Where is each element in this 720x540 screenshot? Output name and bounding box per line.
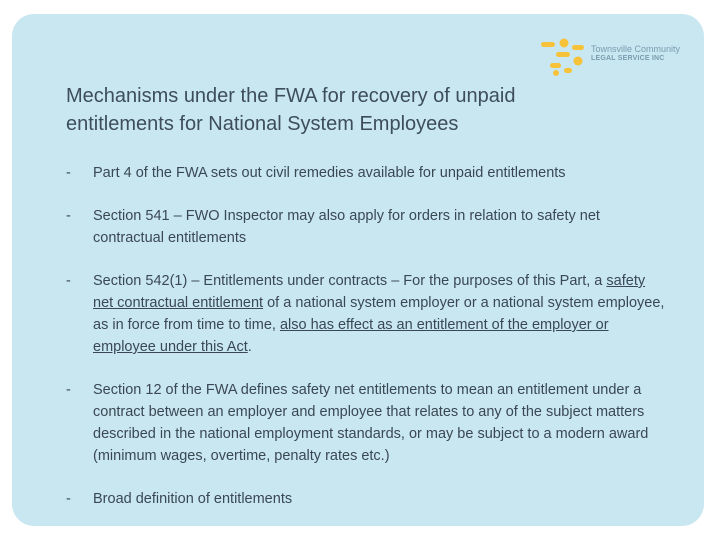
slide-panel [12,14,704,526]
slide-title: Mechanisms under the FWA for recovery of unpaid entitlements for National System Employees [66,85,516,135]
item-text: Part 4 of the FWA sets out civil remedies available for unpaid entitlements [93,165,566,181]
item-text: of a national system employer or a national system employee, as in force from time to time, [93,295,665,333]
bullet-dash: - [66,208,71,224]
logo-text-line1: Townsville Community [591,44,681,54]
list-item [66,379,666,467]
item-text: Section 542(1) – Entitlements under contracts – For the purposes of this Part, a [93,273,607,289]
bullet-list [66,162,666,510]
list-item [66,270,666,358]
item-text: . [247,339,252,355]
underlined-phrase: also has effect as an entitlement of the employer or employee under this Act [93,317,609,355]
item-text: Section 12 of the FWA defines safety net entitlements to mean an entitlement under a contract between an employer and employee that relates to any of the subject matters described in the national employment standards, or may be subject to a modern award (minimum wages, overtime, penalty rates etc.) [93,382,649,464]
bullet-dash: - [66,165,71,181]
logo-text-line2: LEGAL SERVICE INC [591,55,665,62]
item-text: Broad definition of entitlements [93,491,293,507]
bullet-dash: - [66,382,71,398]
sun-icon [538,36,588,76]
bullet-dash: - [66,491,71,507]
list-item [66,488,666,510]
item-text: Section 541 – FWO Inspector may also apply for orders in relation to safety net contractual entitlements [93,208,600,246]
underlined-term: safety net contractual entitlement [93,273,646,311]
list-item [66,205,666,249]
list-item [66,162,666,184]
bullet-dash: - [66,273,71,289]
